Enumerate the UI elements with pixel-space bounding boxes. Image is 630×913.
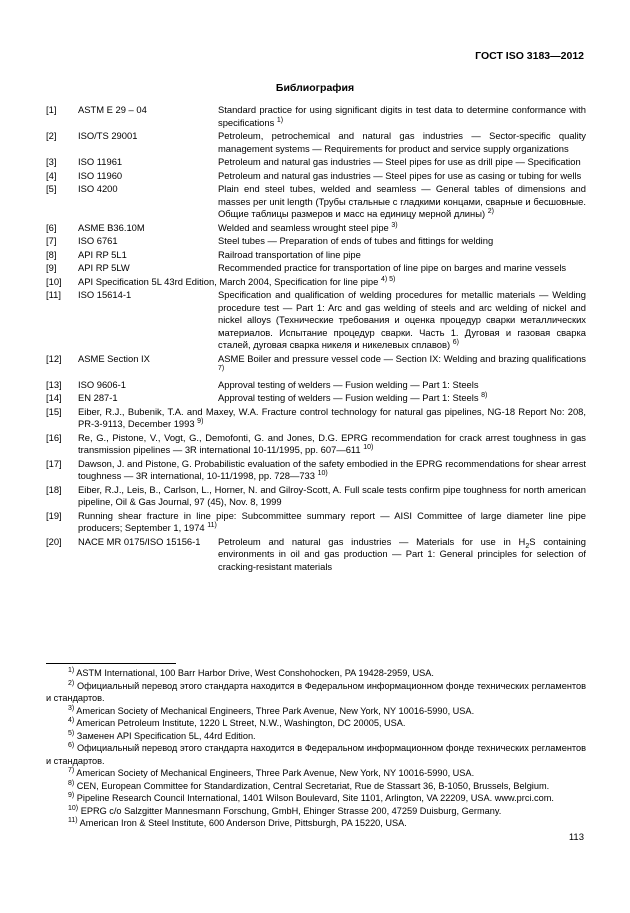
footnote: $^{5)}$ Заменен API Specification 5L, 44rd Edition.: [68, 729, 256, 741]
entry-text: Recommended practice for transportation of line pipe on barges and marine vessels: [218, 262, 567, 273]
bibliography-entry: [46, 222, 586, 235]
footnote: $^{11)}$ American Iron & Steel Institute, 600 Anderson Drive, Pittsburgh, PA 15220, USA.: [68, 816, 407, 828]
bibliography-entry: [46, 353, 586, 378]
footnote-ref: 4) 5): [380, 275, 396, 283]
entry-number: [8]: [46, 248, 57, 260]
page-title: Библиография: [275, 82, 355, 94]
entry-text: Petroleum, petrochemical and natural gas industries — Sector-specific quality management systems — Requirements for product and service supply organizations: [218, 130, 586, 154]
entry-text: Petroleum and natural gas industries — Materials for use in $H_2S$ containing environments in oil and gas production — Part 1: General principles for selection of cracking-resistant materials: [218, 535, 586, 572]
bibliography-list: [46, 104, 586, 574]
entry-number: [2]: [46, 130, 57, 141]
footnote: $^{3)}$ American Society of Mechanical Engineers, Three Park Avenue, New York, NY 10016-5990, USA.: [68, 704, 475, 716]
bibliography-entry: [46, 458, 586, 483]
entry-text: Standard practice for using significant digits in test data to determine conformance with specifications $^{1)}$: [218, 104, 586, 128]
entry-text: Petroleum and natural gas industries — Steel pipes for use as casing or tubing for wells: [218, 169, 582, 181]
bibliography-entry: [46, 289, 586, 352]
entry-code: ISO 6761: [78, 235, 118, 246]
entry-number: [16]: [46, 431, 62, 443]
entry-code: NACE MR 0175/ISO 15156-1: [78, 535, 201, 547]
footnote-ref: 9): [197, 417, 204, 425]
footnote-ref: 3): [391, 221, 398, 229]
footnote-ref: 7): [218, 364, 225, 372]
bibliography-entry: [46, 156, 586, 169]
entry-number: [6]: [46, 221, 57, 233]
bibliography-entry: [46, 104, 586, 129]
bibliography-entry: [46, 170, 586, 183]
footnotes: [46, 667, 586, 830]
entry-number: [11]: [46, 289, 61, 300]
entry-number: [18]: [46, 483, 62, 495]
bibliography-entry: [46, 510, 586, 535]
entry-code: EN 287-1: [78, 392, 118, 403]
entry-text: Welded and seamless wrought steel pipe $^{3)}$: [218, 221, 398, 233]
entry-code: ISO 9606-1: [78, 378, 126, 390]
entry-code: ISO 11960: [78, 169, 123, 181]
entry-text: Eiber, R.J., Bubenik, T.A. and Maxey, W.A. Fracture control technology for natural gas pipelines, NG-18 Report No: 208, PR-3-9113, December 1993 $^{9)}$: [78, 405, 586, 429]
footnote: $^{4)}$ American Petroleum Institute, 1220 L Street, N.W., Washington, DC 20005, USA.: [68, 716, 406, 728]
bibliography-entry: [46, 432, 586, 457]
entry-code: ASTM E 29 – 04: [78, 104, 147, 115]
standard-header: ГОСТ ISO 3183—2012: [475, 50, 584, 62]
entry-code: API RP 5LW: [78, 262, 130, 273]
bibliography-entry: [46, 249, 586, 262]
footnote: $^{6)}$ Официальный перевод этого стандарта находится в Федеральном информационном фонде технических регламентов и стандартов.: [46, 741, 586, 766]
entry-text: Approval testing of welders — Fusion welding — Part 1: Steels: [218, 378, 479, 390]
footnote: $^{9)}$ Pipeline Research Council International, 1401 Wilson Boulevard, Site 1101, Arlington, VA 22209, USA. www.prci.com.: [68, 791, 554, 803]
footnote-ref: 10): [317, 469, 328, 477]
bibliography-entry: [46, 130, 586, 155]
entry-number: [1]: [46, 104, 57, 115]
entry-text: Petroleum and natural gas industries — Steel pipes for use as drill pipe — Specification: [218, 156, 581, 167]
bibliography-entry: [46, 276, 586, 289]
entry-number: [3]: [46, 156, 57, 167]
footnote-ref: 11): [207, 521, 217, 529]
footnote-ref: 6): [452, 338, 459, 346]
bibliography-entry: [46, 536, 586, 574]
entry-number: [10]: [46, 275, 62, 287]
footnote-ref: 1): [276, 116, 284, 124]
entry-code: ASME Section IX: [78, 352, 150, 364]
footnote: $^{8)}$ CEN, European Committee for Standardization, Central Secretariat, Rue de Stassart 36, B-1050, Brussels, Belgium.: [68, 779, 550, 791]
footnote-ref: 8): [481, 391, 488, 399]
page-number: 113: [568, 832, 584, 843]
entry-number: [9]: [46, 262, 57, 273]
entry-text: Eiber, R.J., Leis, B., Carlson, L., Horner, N. and Gilroy-Scott, A. Full scale tests confirm pipe toughness for north american pipeline, Oil & Gas Journal, 97 (45), Nov. 8, 1999: [78, 483, 586, 507]
entry-number: [20]: [46, 535, 62, 547]
entry-code: ISO 11961: [78, 156, 123, 167]
bibliography-entry: [46, 379, 586, 392]
entry-number: [5]: [46, 183, 57, 194]
bibliography-entry: [46, 484, 586, 509]
entry-code: API RP 5L1: [78, 248, 127, 260]
entry-code: ASME B36.10M: [78, 221, 145, 233]
footnote: $^{2)}$ Официальный перевод этого стандарта находится в Федеральном информационном фонде технических регламентов и стандартов.: [46, 679, 586, 703]
entry-number: [7]: [46, 235, 57, 246]
footnote-ref: 2): [487, 207, 494, 215]
entry-number: [4]: [46, 169, 57, 181]
entry-number: [13]: [46, 378, 62, 390]
entry-text: Dawson, J. and Pistone, G. Probabilistic evaluation of the safety embodied in the EPRG recommendations for shear arrest toughness — 3R international, 10-11/1998, pp. 728—733 $^{10)}$: [78, 457, 586, 481]
entry-text: ASME Boiler and pressure vessel code — Section IX: Welding and brazing qualifications $^{7)}$: [218, 352, 586, 372]
entry-number: [17]: [46, 457, 62, 469]
entry-number: [15]: [46, 405, 62, 417]
entry-number: [12]: [46, 352, 62, 364]
footnote-ref: 10): [363, 443, 374, 451]
entry-number: [19]: [46, 509, 62, 521]
footnote: $^{10)}$ EPRG c/o Salzgitter Mannesmann Forschung, GmbH, Ehinger Strasse 200, 47259 Duisburg, Germany.: [68, 804, 502, 816]
bibliography-entry: [46, 183, 586, 221]
entry-text: Plain end steel tubes, welded and seamless — General tables of dimensions and masses per unit length (Трубы стальные с гладкими концами, сварные и бесшовные. Общие таблицы размеров и масс на единицу мерной длины) $^{2)}$: [218, 183, 586, 219]
footnote: $^{1)}$ ASTM International, 100 Barr Harbor Drive, West Conshohocken, PA 19428-2959, USA.: [68, 666, 434, 678]
bibliography-entry: [46, 392, 586, 405]
footnote: $^{7)}$ American Society of Mechanical Engineers, Three Park Avenue, New York, NY 10016-5990, USA.: [68, 766, 475, 778]
entry-number: [14]: [46, 392, 62, 403]
bibliography-entry: [46, 406, 586, 431]
entry-code: ISO/TS 29001: [78, 130, 138, 141]
entry-text: Steel tubes — Preparation of ends of tubes and fittings for welding: [218, 235, 494, 246]
entry-text: Railroad transportation of line pipe: [218, 248, 361, 260]
bibliography-entry: [46, 235, 586, 248]
entry-text: Running shear fracture in line pipe: Subcommittee summary report — AISI Committee of large diameter line pipe producers; September 1, 1974 $^{11)}$: [78, 509, 586, 533]
entry-code: ISO 4200: [78, 183, 118, 194]
entry-code: ISO 15614-1: [78, 289, 132, 300]
bibliography-entry: [46, 262, 586, 275]
entry-text: Approval testing of welders — Fusion welding — Part 1: Steels $^{8)}$: [218, 391, 488, 403]
footnote-separator: [46, 663, 176, 664]
entry-text: Specification and qualification of welding procedures for metallic materials — Welding procedure test — Part 1: Arc and gas welding of steels and arc welding of nickel and nickel alloys (Технические требования и оценка процедур сварки металлических материалов. Испытание процедур сварки. Часть 1. Дуговая и газовая сварка сталей, дуговая сварка никеля и никелевых сплавов) $^{6)}$: [218, 289, 586, 350]
entry-text: Re, G., Pistone, V., Vogt, G., Demofonti, G. and Jones, D.G. EPRG recommendation for crack arrest toughness in gas transmission pipelines — 3R international 10-11/1995, pp. 607—611 $^{10)}$: [78, 431, 586, 455]
entry-text: API Specification 5L 43rd Edition, March 2004, Specification for line pipe $^{4) 5)}$: [78, 275, 396, 287]
